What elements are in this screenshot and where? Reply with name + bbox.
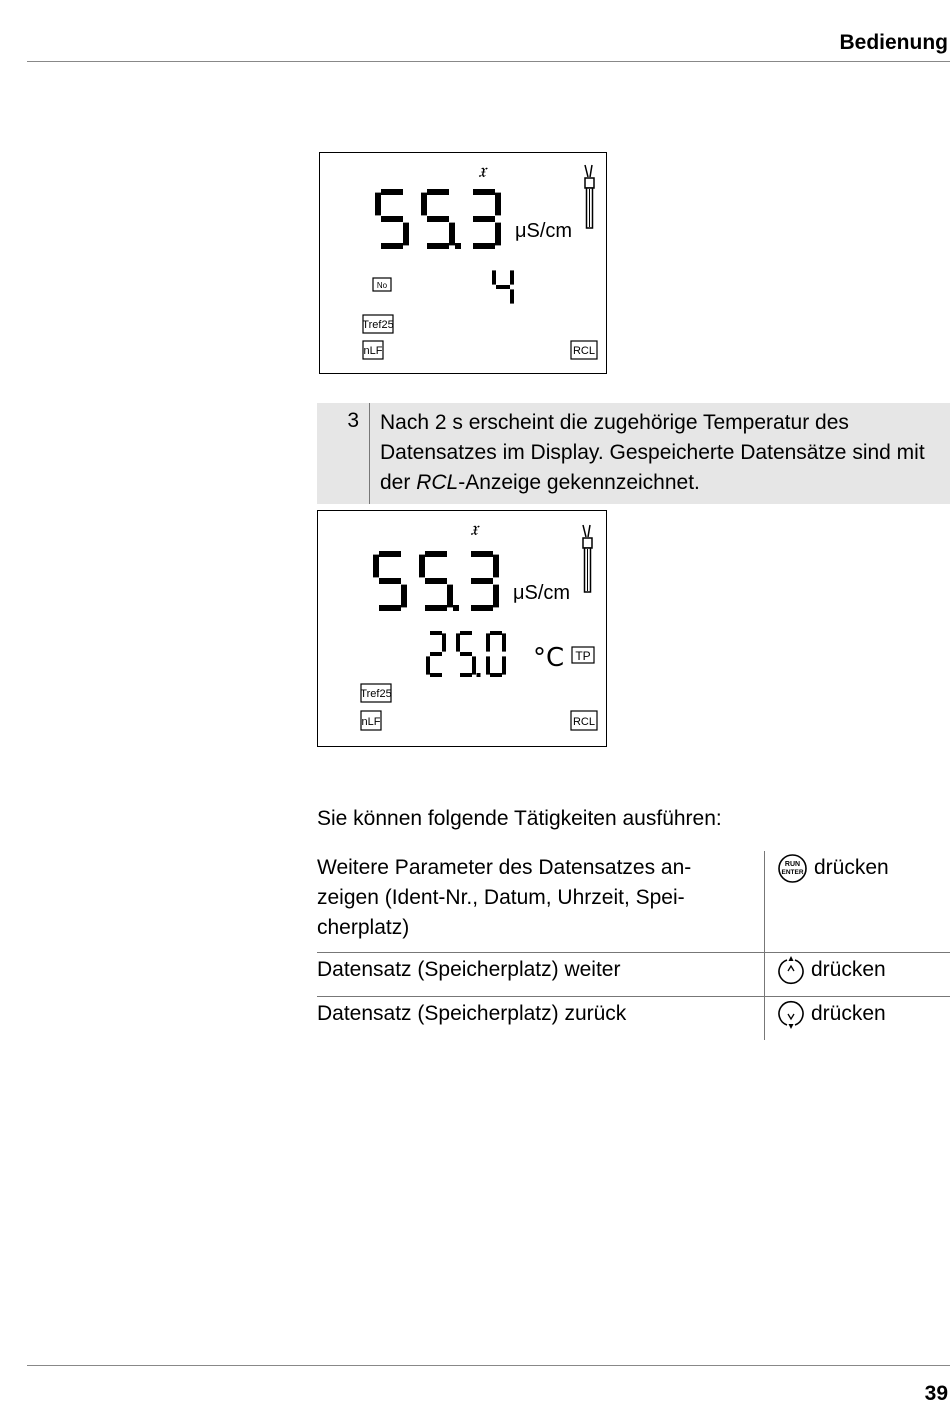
lcd-svg <box>318 511 606 746</box>
nlf-indicator: nLF <box>363 345 383 357</box>
digit-segment <box>456 633 460 651</box>
action-cell <box>764 997 886 1040</box>
tref-indicator: Tref25 <box>362 319 394 331</box>
digit-segment <box>510 270 514 284</box>
digit-segment <box>426 656 430 674</box>
digit-segment <box>472 656 476 674</box>
action-description: Datensatz (Speicherplatz) zurück <box>317 1002 627 1025</box>
action-cell <box>764 851 889 952</box>
digit-segment <box>490 673 502 677</box>
action-cell <box>764 953 886 996</box>
digit-segment <box>486 633 490 651</box>
no-indicator: No <box>376 281 388 290</box>
main-reading-digits <box>375 189 501 249</box>
digit-segment <box>403 223 409 246</box>
digit-segment <box>502 656 506 674</box>
temperature-unit: °C <box>533 643 565 673</box>
digit-segment <box>471 578 493 584</box>
decimal-point <box>477 673 481 677</box>
digit-segment <box>430 673 442 677</box>
digit-segment <box>379 578 401 584</box>
rcl-emphasis: RCL <box>416 471 459 494</box>
conductivity-cell-icon <box>583 525 592 592</box>
digit-segment <box>447 585 453 608</box>
digit-segment <box>449 223 455 246</box>
action-instruction <box>777 955 886 986</box>
tref-indicator: Tref25 <box>360 688 392 700</box>
digit-segment <box>473 216 495 222</box>
digit-segment <box>375 193 381 216</box>
press-label: drücken <box>811 958 886 982</box>
digit-segment <box>425 578 447 584</box>
digit-segment <box>381 189 403 195</box>
lcd-display-conductivity <box>319 152 607 374</box>
digit-segment <box>425 605 447 611</box>
step-text-start: Nach 2 s erscheint die zugehörige Temperatur des Datensatzes im Display. Gespeicherte Datensätze sind mit der <box>380 411 925 494</box>
digit-segment <box>401 585 407 608</box>
actions-table <box>317 851 950 1040</box>
nlf-indicator: nLF <box>361 716 381 728</box>
digit-segment <box>473 243 495 249</box>
footer-rule <box>27 1365 950 1366</box>
down-arrow-key-icon[interactable] <box>777 999 805 1030</box>
digit-segment <box>425 551 447 557</box>
action-instruction <box>777 853 889 884</box>
step-number-cell <box>317 403 370 504</box>
step-text <box>380 408 940 498</box>
action-instruction <box>777 999 886 1030</box>
action-description: Datensatz (Speicherplatz) weiter <box>317 958 621 981</box>
digit-segment <box>373 555 379 578</box>
digit-segment <box>495 223 501 246</box>
instruction-step <box>317 403 950 504</box>
digit-segment <box>460 673 472 677</box>
digit-segment <box>495 193 501 216</box>
digit-segment <box>421 193 427 216</box>
kappa-symbol: 𝔵 <box>470 516 479 540</box>
kappa-symbol: 𝔵 <box>478 158 487 182</box>
decimal-point <box>453 605 459 611</box>
digit-segment <box>510 289 514 303</box>
digit-segment <box>381 216 403 222</box>
unit-label: μS/cm <box>515 220 573 242</box>
run-enter-key-icon[interactable] <box>777 853 808 884</box>
lcd-display-temperature <box>317 510 607 747</box>
digit-segment <box>471 605 493 611</box>
enter-label: ENTER <box>781 869 804 876</box>
digit-segment <box>473 189 495 195</box>
main-reading-digits <box>373 551 499 611</box>
rcl-indicator: RCL <box>572 716 596 728</box>
digit-segment <box>430 652 442 656</box>
digit-segment <box>496 285 510 289</box>
run-label: RUN <box>784 861 801 868</box>
temperature-digits <box>426 631 506 677</box>
conductivity-cell-icon <box>585 165 594 228</box>
digit-segment <box>460 631 472 635</box>
press-label: drücken <box>811 1002 886 1026</box>
digit-segment <box>381 243 403 249</box>
unit-label: μS/cm <box>513 582 571 604</box>
actions-intro: Sie können folgende Tätigkeiten ausführen: <box>317 807 722 830</box>
digit-segment <box>493 585 499 608</box>
decimal-point <box>455 243 461 249</box>
digit-segment <box>427 189 449 195</box>
table-row <box>317 851 950 953</box>
step-text-end: -Anzeige gekennzeichnet. <box>458 471 700 494</box>
running-header: Bedienung <box>839 31 948 54</box>
digit-segment <box>492 270 496 284</box>
digit-segment <box>430 631 442 635</box>
table-row <box>317 997 950 1040</box>
digit-segment <box>419 555 425 578</box>
header-rule <box>27 61 950 62</box>
memory-number-digits <box>492 270 514 303</box>
digit-segment <box>427 243 449 249</box>
digit-segment <box>502 633 506 651</box>
lcd-svg <box>320 153 606 373</box>
digit-segment <box>379 605 401 611</box>
action-description: Weitere Parameter des Datensatzes an- zeigen (Ident-Nr., Datum, Uhrzeit, Spei- cherplatz) <box>317 856 692 939</box>
up-arrow-key-icon[interactable] <box>777 955 805 986</box>
rcl-indicator: RCL <box>572 345 596 357</box>
page-number: 39 <box>924 1382 948 1405</box>
digit-segment <box>490 631 502 635</box>
step-number: 3 <box>347 409 359 432</box>
digit-segment <box>486 656 490 674</box>
digit-segment <box>471 551 493 557</box>
digit-segment <box>379 551 401 557</box>
press-label: drücken <box>814 856 889 880</box>
digit-segment <box>427 216 449 222</box>
table-row <box>317 953 950 997</box>
digit-segment <box>442 633 446 651</box>
tp-indicator: TP <box>575 649 591 663</box>
digit-segment <box>460 652 472 656</box>
digit-segment <box>493 555 499 578</box>
